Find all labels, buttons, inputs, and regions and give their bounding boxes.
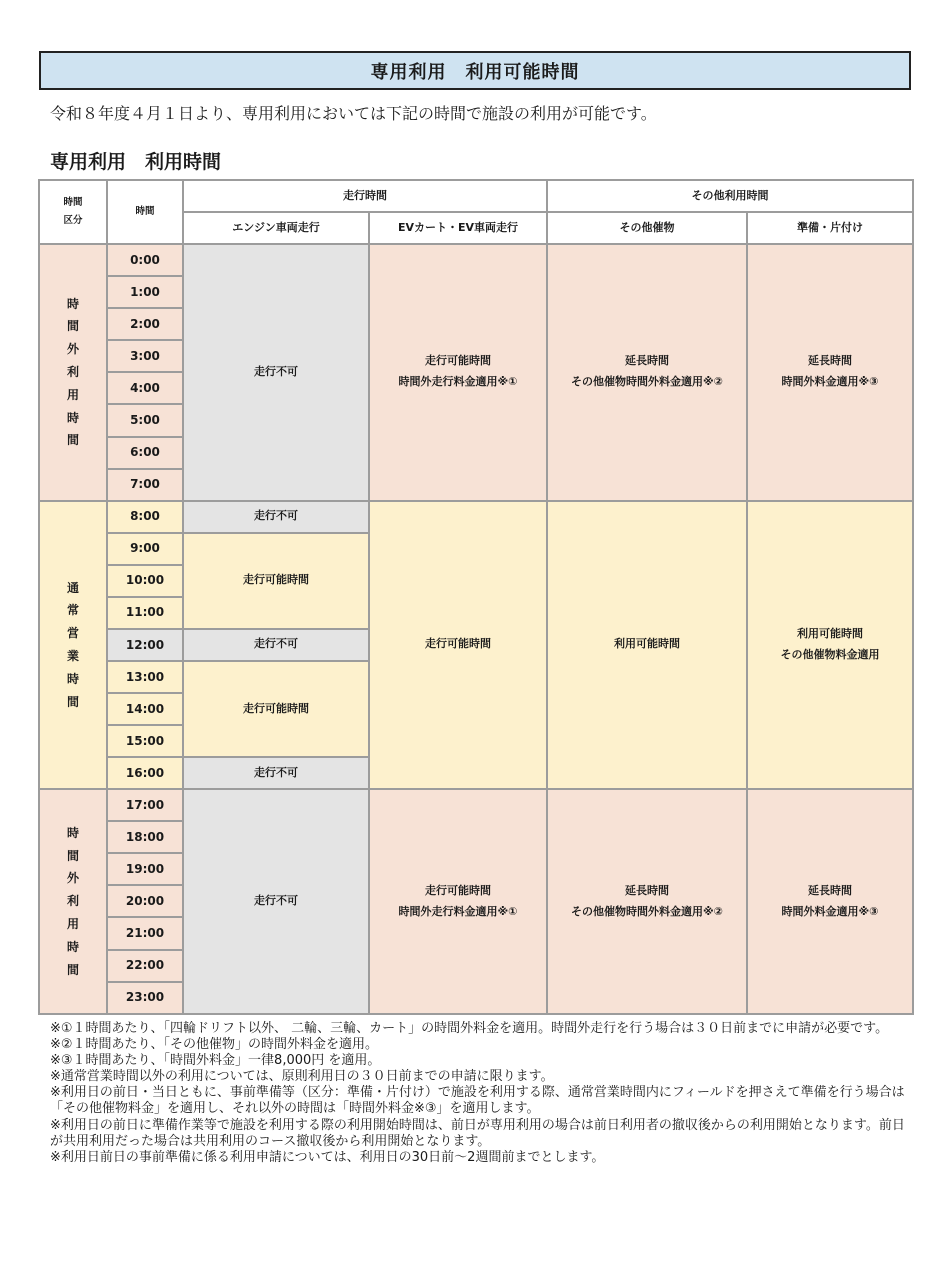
- time-cell: 6:00: [107, 437, 183, 469]
- time-cell: 4:00: [107, 372, 183, 404]
- time-cell: 16:00: [107, 757, 183, 789]
- time-cell: 10:00: [107, 565, 183, 597]
- prep-evening-cell: 延長時間 時間外料金適用※③: [747, 789, 913, 1014]
- engine-morning-cell: 走行不可: [183, 244, 369, 501]
- time-cell: 8:00: [107, 501, 183, 533]
- header-engine: エンジン車両走行: [183, 212, 369, 244]
- note-item: ※利用日の前日・当日ともに、事前準備等（区分：準備・片付け）で施設を利用する際、通常営業時間内にフィールドを押さえて準備を行う場合は「その他催物料金」を適用し、それ以外の時間は「時間外料金※③」を適用します。: [50, 1085, 905, 1117]
- time-cell: 20:00: [107, 885, 183, 917]
- ev-business-cell: 走行可能時間: [369, 501, 547, 790]
- header-category: 時間 区分: [39, 180, 107, 244]
- engine-no-run-cell: 走行不可: [183, 501, 369, 533]
- time-cell: 19:00: [107, 853, 183, 885]
- ev-morning-cell: 走行可能時間 時間外走行料金適用※①: [369, 244, 547, 501]
- note-item: ※②１時間あたり、「その他催物」の時間外料金を適用。: [50, 1037, 379, 1053]
- engine-no-run-cell: 走行不可: [183, 629, 369, 661]
- engine-run-cell: 走行可能時間: [183, 661, 369, 757]
- other-morning-cell: 延長時間 その他催物時間外料金適用※②: [547, 244, 747, 501]
- time-cell: 1:00: [107, 276, 183, 308]
- time-cell: 5:00: [107, 404, 183, 436]
- engine-no-run-cell: 走行不可: [183, 757, 369, 789]
- header-running-time: 走行時間: [183, 180, 547, 212]
- intro-text: 令和８年度４月１日より、専用利用においては下記の時間で施設の利用が可能です。: [50, 104, 657, 123]
- category-business-hours: 通 常 営 業 時 間: [39, 501, 107, 790]
- note-item: ※通常営業時間以外の利用については、原則利用日の３０日前までの申請に限ります。: [50, 1069, 554, 1085]
- note-item: ※利用日前日の事前準備に係る利用申請については、利用日の30日前〜2週間前までとします。: [50, 1149, 605, 1165]
- time-cell: 18:00: [107, 821, 183, 853]
- time-cell: 21:00: [107, 917, 183, 949]
- header-ev: EVカート・EV車両走行: [369, 212, 547, 244]
- note-item: ※利用日の前日に準備作業等で施設を利用する際の利用開始時間は、前日が専用利用の場合は前日利用者の撤収後からの利用開始となります。前日が共用利用だった場合は共用利用のコース撤収後から利用開始となります。: [50, 1117, 905, 1149]
- time-cell: 23:00: [107, 982, 183, 1014]
- section-title: 専用利用 利用時間: [50, 151, 222, 173]
- time-cell: 9:00: [107, 533, 183, 565]
- category-off-hours-morning: 時 間 外 利 用 時 間: [39, 244, 107, 501]
- time-cell: 14:00: [107, 693, 183, 725]
- prep-morning-cell: 延長時間 時間外料金適用※③: [747, 244, 913, 501]
- footnotes: [50, 1021, 910, 1166]
- other-business-cell: 利用可能時間: [547, 501, 747, 790]
- time-cell: 13:00: [107, 661, 183, 693]
- other-evening-cell: 延長時間 その他催物時間外料金適用※②: [547, 789, 747, 1014]
- note-item: ※①１時間あたり、「四輪ドリフト以外、 二輪、三輪、カート」の時間外料金を適用。時間外走行を行う場合は３０日前までに申請が必要です。: [50, 1021, 889, 1036]
- schedule-table: [38, 179, 914, 1015]
- category-off-hours-evening: 時 間 外 利 用 時 間: [39, 789, 107, 1014]
- time-cell: 15:00: [107, 725, 183, 757]
- header-other-event: その他催物: [547, 212, 747, 244]
- time-cell: 2:00: [107, 308, 183, 340]
- time-cell: 3:00: [107, 340, 183, 372]
- page-title: 専用利用 利用可能時間: [39, 51, 911, 90]
- time-cell: 12:00: [107, 629, 183, 661]
- time-cell: 22:00: [107, 950, 183, 982]
- time-cell: 17:00: [107, 789, 183, 821]
- note-item: ※③１時間あたり、「時間外料金」一律8,000円 を適用。: [50, 1053, 381, 1069]
- engine-evening-cell: 走行不可: [183, 789, 369, 1014]
- time-cell: 0:00: [107, 244, 183, 276]
- header-other-time: その他利用時間: [547, 180, 913, 212]
- ev-evening-cell: 走行可能時間 時間外走行料金適用※①: [369, 789, 547, 1014]
- time-cell: 11:00: [107, 597, 183, 629]
- prep-business-cell: 利用可能時間 その他催物料金適用: [747, 501, 913, 790]
- time-cell: 7:00: [107, 469, 183, 501]
- header-time: 時間: [107, 180, 183, 244]
- engine-run-cell: 走行可能時間: [183, 533, 369, 629]
- header-prep: 準備・片付け: [747, 212, 913, 244]
